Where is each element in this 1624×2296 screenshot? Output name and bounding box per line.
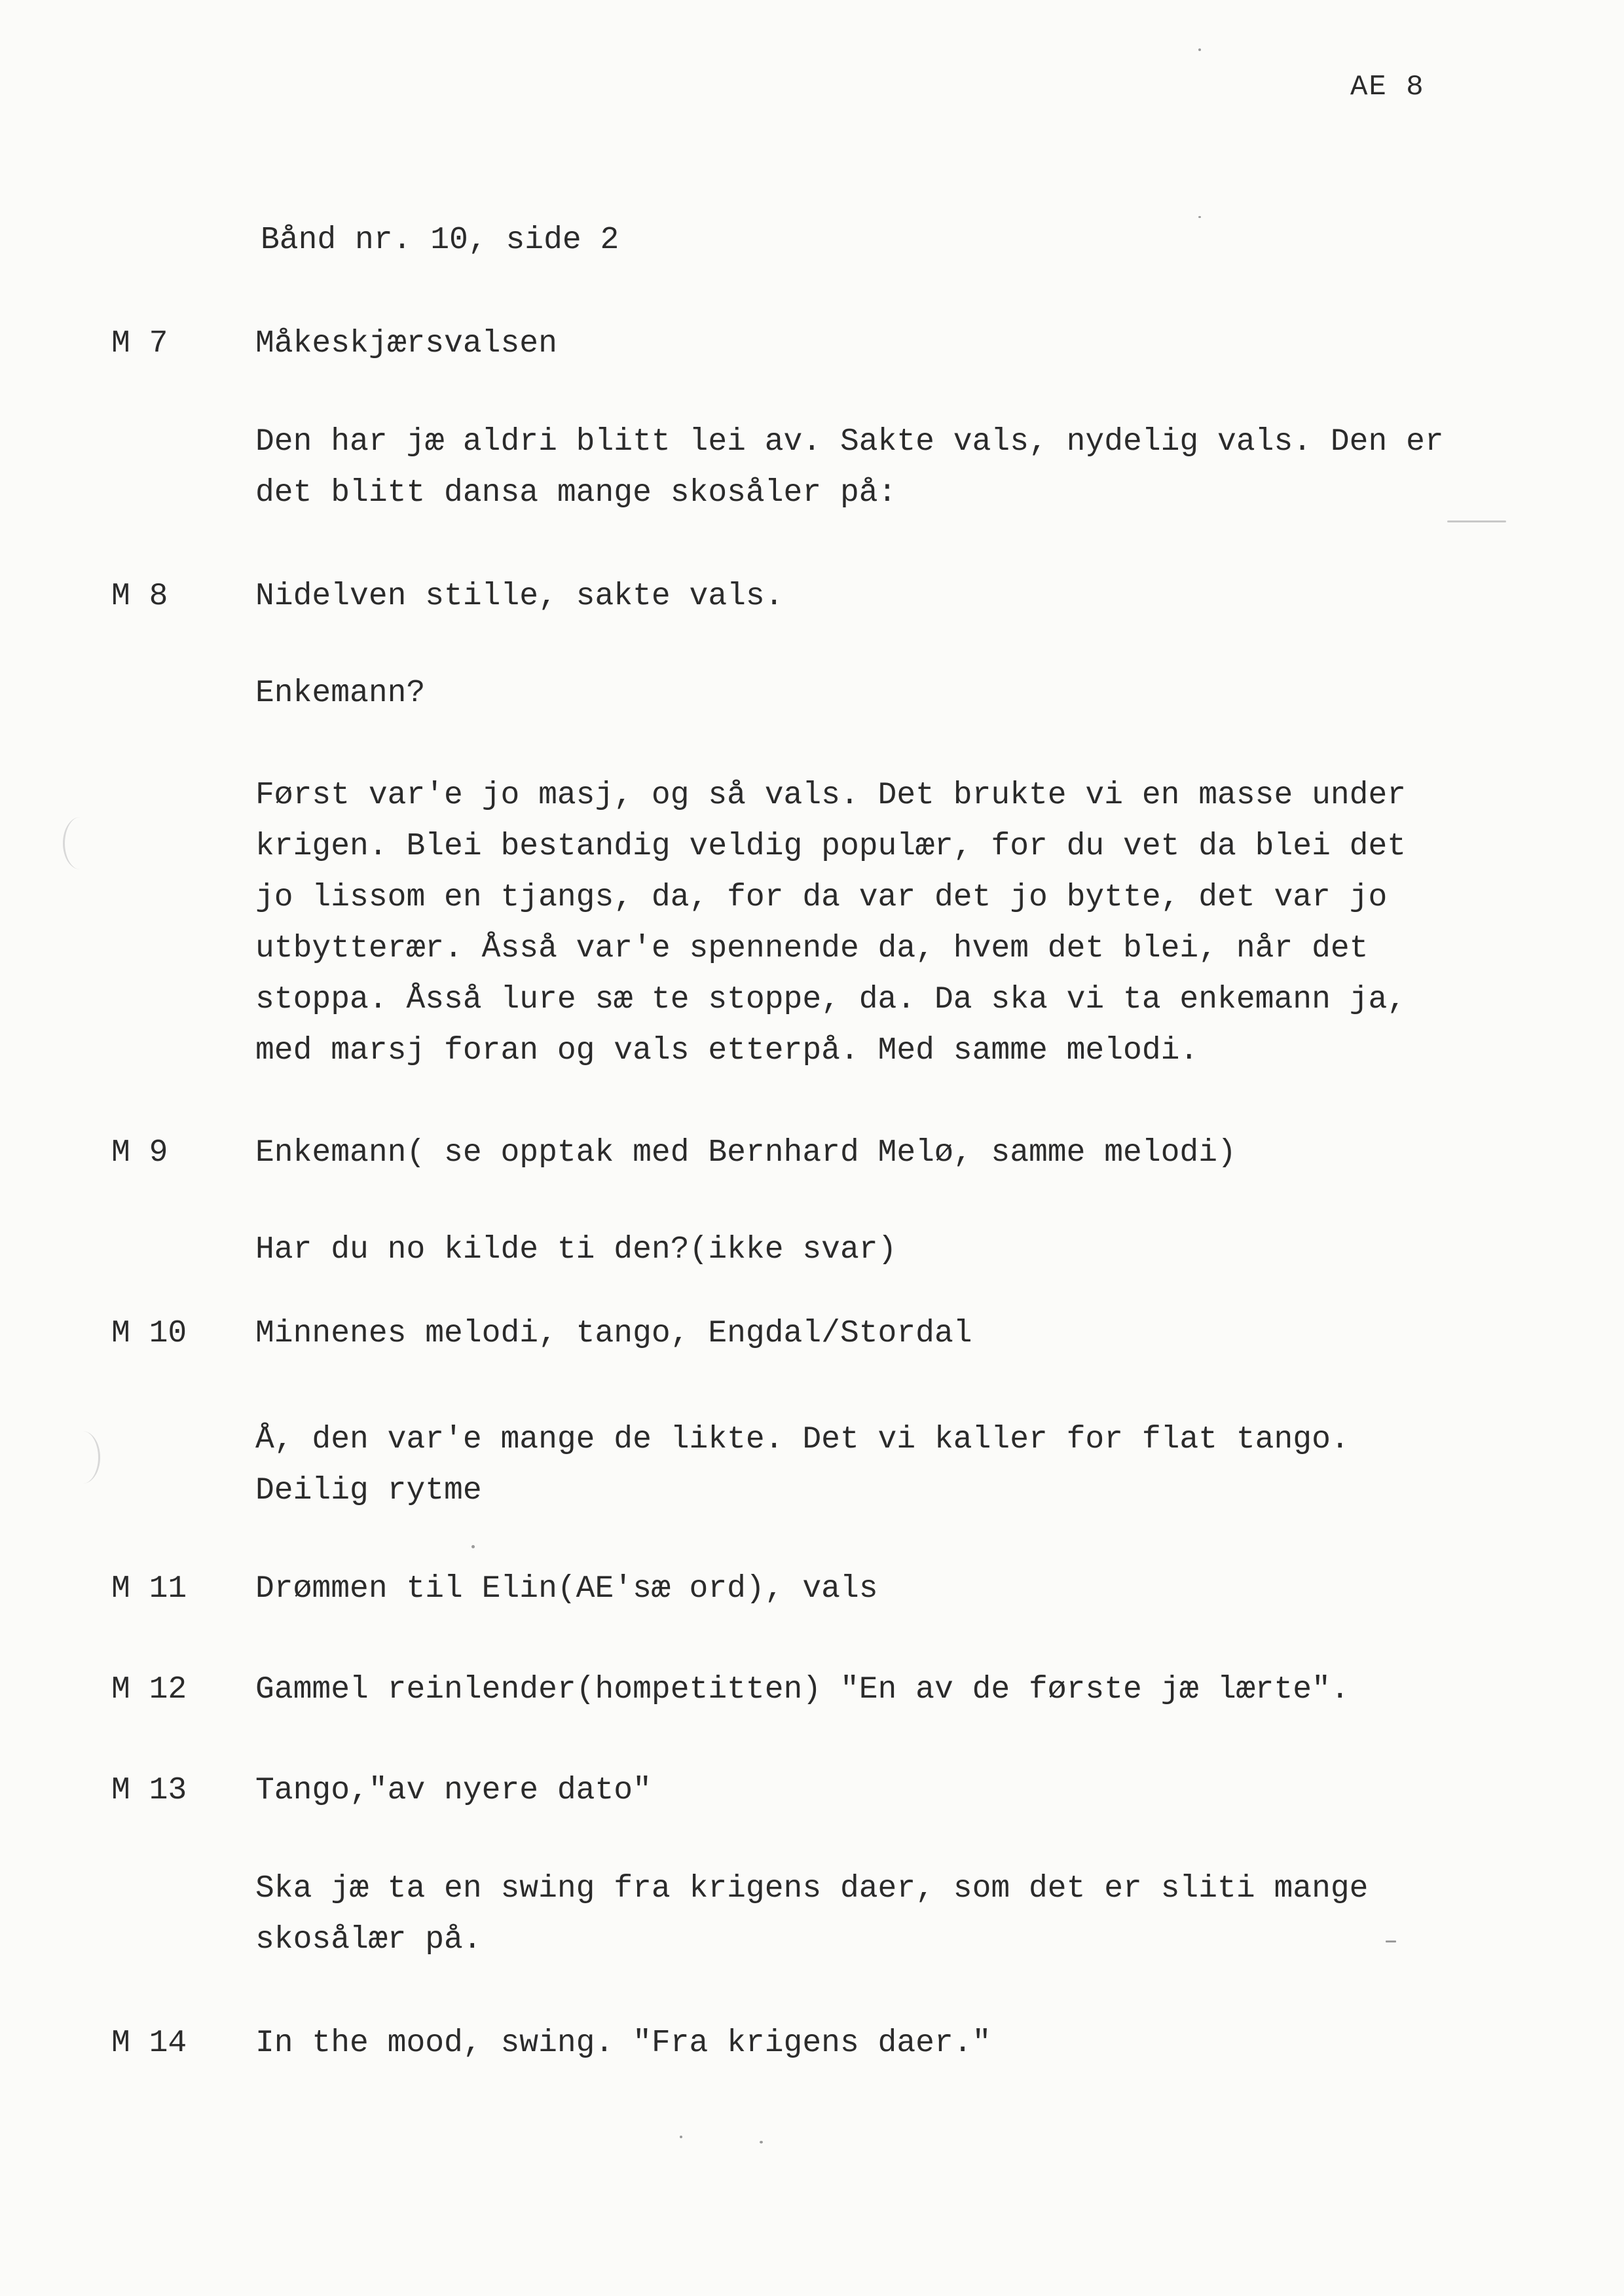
entry-label: M 12 xyxy=(111,1672,187,1707)
entry-title: Minnenes melodi, tango, Engdal/Stordal xyxy=(255,1316,972,1351)
entry-label: M 14 xyxy=(111,2026,187,2061)
scan-speck xyxy=(1198,48,1201,51)
punch-hole-mark xyxy=(65,1431,100,1484)
entry-title: Måkeskjærsvalsen xyxy=(255,326,557,361)
entry-comment: Først var'e jo masj, og så vals. Det brukte vi en masse under krigen. Blei bestandig veldig populær, for du vet da blei det jo lissom en tjangs, da, for da var det jo bytte, det var jo utbytterær. Åsså var'e spennende da, hvem det blei, når det stoppa. Åsså lure sæ te stoppe, da. Da ska vi ta enkemann ja, med marsj foran og vals etterpå. Med samme melodi. xyxy=(255,778,1407,1068)
entry-label: M 11 xyxy=(111,1571,187,1607)
scan-speck xyxy=(760,2141,763,2143)
scan-speck xyxy=(680,2136,682,2138)
entry-title: Nidelven stille, sakte vals. xyxy=(255,579,784,614)
entry-comment: Å, den var'e mange de likte. Det vi kaller for flat tango. Deilig rytme xyxy=(255,1422,1350,1508)
page-identifier: AE 8 xyxy=(1350,71,1425,103)
entry-label: M 8 xyxy=(111,579,168,614)
scan-speck xyxy=(471,1545,475,1548)
entry-label: M 7 xyxy=(111,326,168,361)
scan-speck xyxy=(1198,216,1201,218)
scan-speck xyxy=(1386,1941,1396,1942)
entry-comment: Den har jæ aldri blitt lei av. Sakte vals, nydelig vals. Den er det blitt dansa mange skosåler på: xyxy=(255,424,1444,511)
punch-hole-mark xyxy=(63,817,98,869)
entry-label: M 13 xyxy=(111,1773,187,1808)
scan-speck xyxy=(1447,520,1506,522)
entry-label: M 9 xyxy=(111,1135,168,1171)
tape-header: Bånd nr. 10, side 2 xyxy=(261,223,619,258)
entry-label: M 10 xyxy=(111,1316,187,1351)
entry-title: Tango,"av nyere dato" xyxy=(255,1773,652,1808)
entry-title: Enkemann( se opptak med Bernhard Melø, samme melodi) xyxy=(255,1135,1236,1171)
entry-title: In the mood, swing. "Fra krigens daer." xyxy=(255,2026,991,2061)
entry-comment: Ska jæ ta en swing fra krigens daer, som det er sliti mange skosålær på. xyxy=(255,1871,1369,1958)
entry-title: Gammel reinlender(hompetitten) "En av de første jæ lærte". xyxy=(255,1672,1350,1707)
entry-title: Drømmen til Elin(AE'sæ ord), vals xyxy=(255,1571,878,1607)
entry-comment: Enkemann? xyxy=(255,676,426,711)
entry-comment: Har du no kilde ti den?(ikke svar) xyxy=(255,1232,897,1267)
